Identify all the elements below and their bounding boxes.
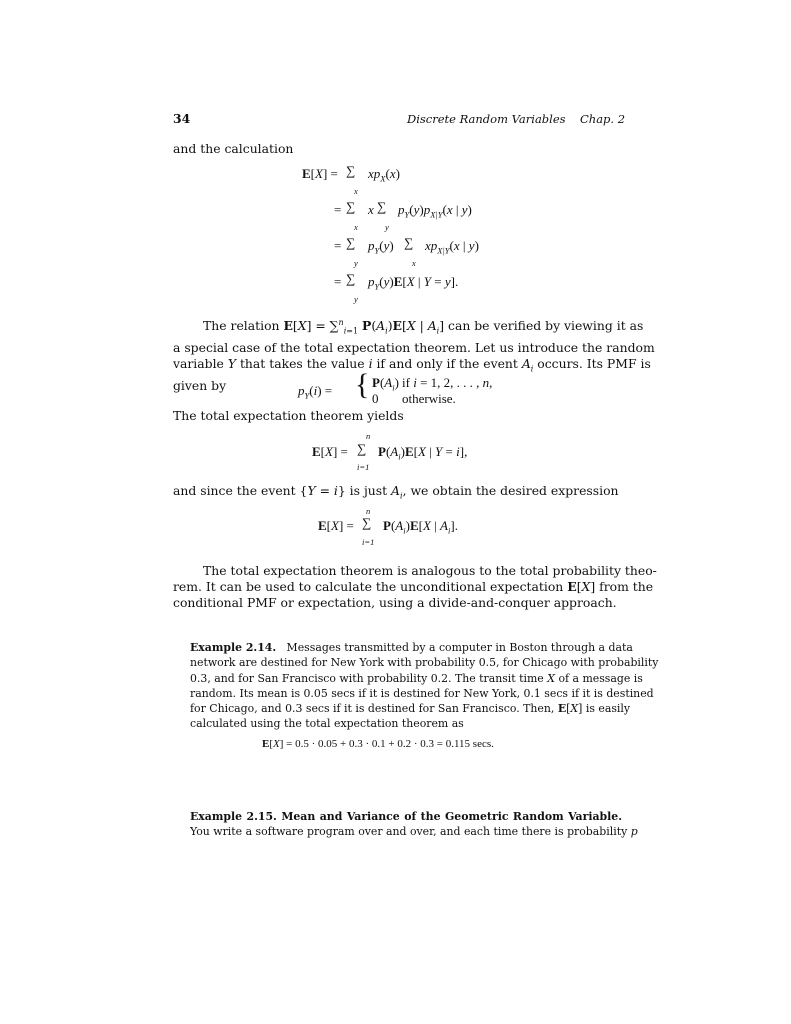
- chapter-label: Chap. 2: [580, 112, 626, 126]
- example-2-14-equation: E[X] = 0.5 · 0.05 + 0.3 · 0.1 + 0.2 · 0.3 = 0.115 secs.: [262, 738, 494, 750]
- example-2-14-label: Example 2.14.: [190, 641, 277, 654]
- paragraph-relation: The relation E[X] = ∑$^n_{i=1}$ $P(A_i)E[X$ | $A_i$] can be verified by viewing it as a special case of the total expectation theorem. Let us introduce the random variable Y that takes the value i if and only if the event $A_i$ occurs. Its PMF is given by: [173, 318, 655, 393]
- intro-text: and the calculation: [173, 141, 294, 156]
- page-number: 34: [173, 111, 191, 126]
- example-2-15-label: Example 2.15. Mean and Variance of the Geometric Random Variable.: [190, 810, 622, 823]
- paragraph-analogous: The total expectation theorem is analogous to the total probability theo- rem. It can be used to calculate the unconditional expectation E[X] from the conditional PMF or expectation, using a divide-and-conquer approach.: [173, 563, 657, 611]
- example-2-15: Example 2.15. Mean and Variance of the Geometric Random Variable. You write a software program over and over, and each time there is probability p: [190, 810, 638, 839]
- paragraph-total-expectation: The total expectation theorem yields: [173, 408, 404, 423]
- example-2-14: Example 2.14. Messages transmitted by a computer in Boston through a data network are destined for New York with probability 0.5, for Chicago with probability 0.3, and for San Francisco with probability 0.2. The transit time X of a message is random. Its mean is 0.05 secs if it is destined for New York, 0.1 secs if it is destined for Chicago, and 0.3 secs if it is destined for San Francisco. Then, E[X] is easily calculated using the total expectation theorem as: [190, 641, 659, 731]
- running-title: Discrete Random Variables: [407, 112, 566, 126]
- paragraph-event: and since the event {Y = i} is just $A_i$, we obtain the desired expression: [173, 483, 619, 501]
